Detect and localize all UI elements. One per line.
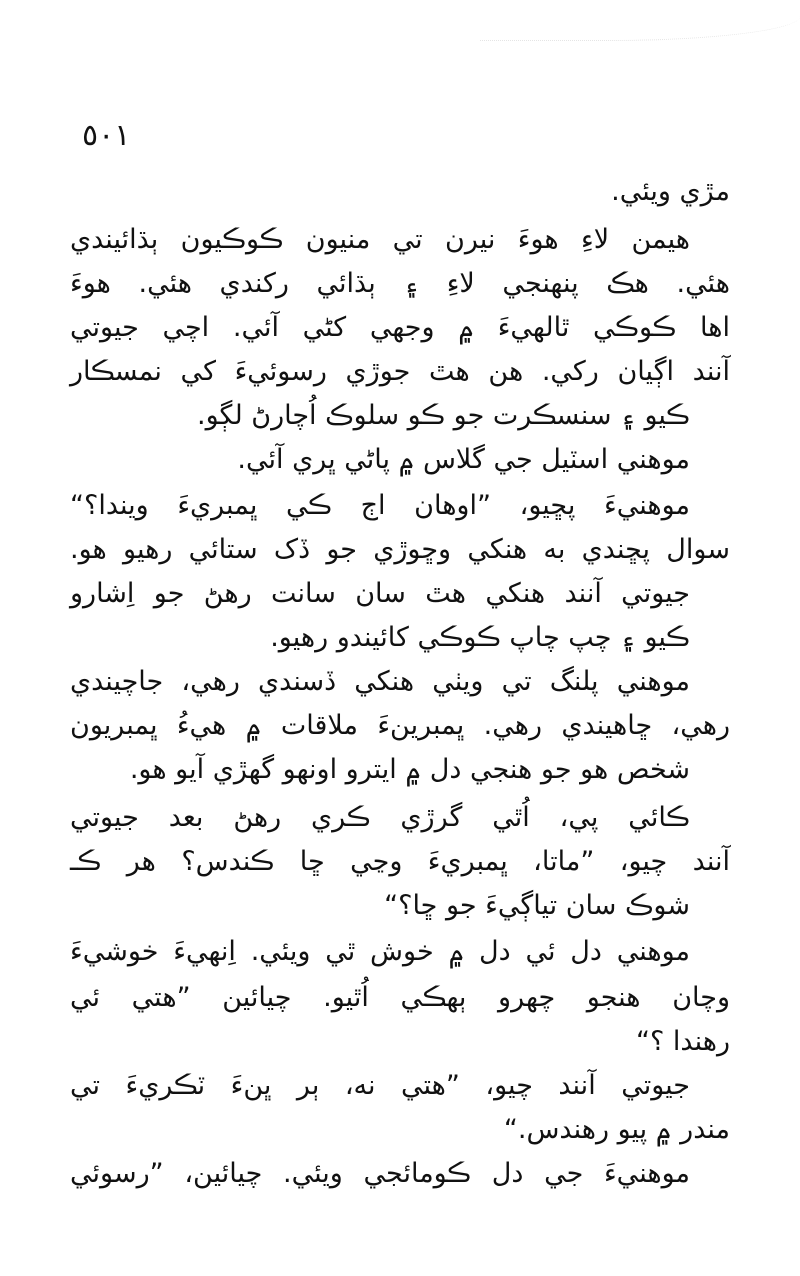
text-line: رهي، ڇاهيندي رهي. ڀمبرينءَ ملاقات ۾ هيءُ ڀمبريون (70, 710, 730, 741)
text-line: موهنيءَ پڇيو، ”اوهان اڄ ڪي ڀمبريءَ ويندا؟“ (70, 490, 690, 521)
text-line: اها ڪوڪي ٿالهيءَ ۾ وجهي کڻي آئي. اچي جيوتي (70, 312, 730, 343)
text-line: مڙي ويئي. (611, 176, 730, 207)
text-line: رهندا ؟“ (636, 1026, 730, 1057)
text-line: جيوتي آنند هنکي هٿ سان سانت رهڻ جو اِشارو (70, 578, 690, 609)
text-line: هيمن لاءِ هوءَ نيرن تي منيون ڪوڪيون ٻڌائيندي (70, 224, 690, 255)
text-line: مندر ۾ پيو رهندس.“ (503, 1114, 730, 1145)
text-line: ڪائي پي، اُٿي گرڙي ڪري رهڻ بعد جيوتي (70, 802, 690, 833)
page-number: ١٠٥ (82, 118, 131, 153)
text-line: آنند چيو، ”ماتا، ڀمبريءَ وڃي ڇا ڪندس؟ هر ڪـ (70, 846, 730, 877)
text-line: موهني اسٽيل جي گلاس ۾ پاڻي ڀري آئي. (237, 444, 690, 475)
text-line: موهني پلنگ تي ويٺي هنکي ڏسندي رهي، جاچيندي (70, 666, 690, 697)
text-line: موهنيءَ جي دل ڪومائجي ويئي. چيائين، ”رسوئي (70, 1158, 690, 1189)
text-line: آنند اڳيان رکي. هن هٿ جوڙي رسوئيءَ کي نمسڪار (70, 356, 730, 387)
text-line: هئي. هڪ پنهنجي لاءِ ۽ ٻڌائي رکندي هئي. هوءَ (70, 268, 730, 299)
text-line: سوال پڇندي به هنکي وڇوڙي جو ڏک ستائي رهيو هو. (70, 534, 730, 565)
text-line: وچان هنجو چهرو ٻهڪي اُٿيو. چيائين ”هتي ئي (70, 982, 730, 1013)
text-line: ڪيو ۽ چپ چاپ ڪوڪي کائيندو رهيو. (270, 622, 690, 653)
text-line: شوڪ سان تياڳيءَ جو ڇا؟“ (384, 890, 690, 921)
text-line: ڪيو ۽ سنسڪرت جو ڪو سلوڪ اُچارڻ لڳو. (197, 400, 690, 431)
page-edge-curve (480, 0, 800, 41)
text-line: موهني دل ئي دل ۾ خوش ٿي ويئي. اِنهيءَ خوشيءَ (70, 936, 690, 967)
text-line: جيوتي آنند چيو، ”هتي نه، ٻر ڀنءَ ٽڪريءَ تي (70, 1070, 690, 1101)
text-line: شخص هو جو هنجي دل ۾ ايترو اونهو گهڙي آيو هو. (129, 754, 690, 785)
